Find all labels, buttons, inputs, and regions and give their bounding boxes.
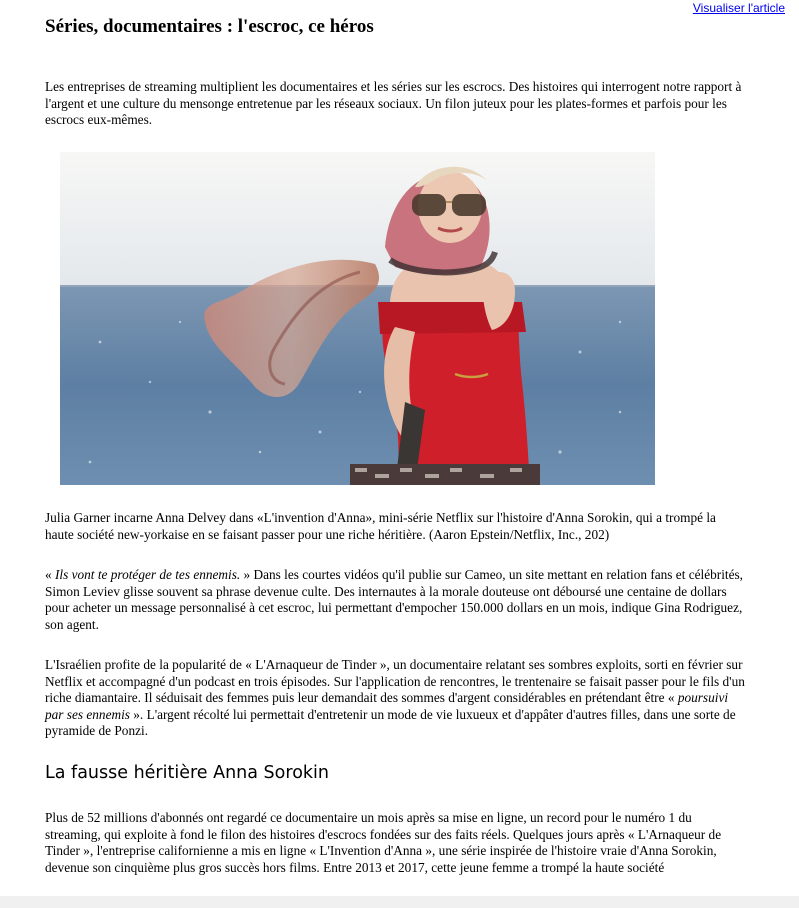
- paragraph-1: [45, 567, 745, 633]
- article-photo: [60, 152, 655, 485]
- photo-woman-red-dress-scarf-icon: [60, 152, 655, 485]
- paragraph-2-quote: poursuivi par ses ennemis: [45, 690, 729, 722]
- paragraph-2-before: L'Israélien profite de la popularité de « L'Arnaqueur de Tinder », un documentaire relatant ses sombres exploits, sorti en février sur Netflix et accompagné d'un podcast en trois épisodes. Sur l'application de rencontres, le trentenaire se faisait passer pour le fils d'un riche diamantaire. Il séduisait des femmes puis leur demandait des sommes d'argent considérables en prétendant être «: [45, 657, 745, 706]
- quote-text: Ils vont te protéger de tes ennemis.: [54, 567, 241, 582]
- paragraph-2-after: ». L'argent récolté lui permettait d'entretenir un mode de vie luxueux et d'appâter d'autres filles, dans une sorte de pyramide de Ponzi.: [45, 706, 736, 739]
- article-lead: Les entreprises de streaming multiplient les documentaires et les séries sur les escrocs. Des histoires qui interrogent notre rapport à l'argent et une culture du mensonge entretenue par les réseaux sociaux. Un filon juteux pour les plates-formes et parfois pour les escrocs eux-mêmes.: [45, 79, 742, 128]
- quote-open: «: [45, 567, 55, 582]
- image-caption: Julia Garner incarne Anna Delvey dans «L'invention d'Anna», mini-série Netflix sur l'histoire d'Anna Sorokin, qui a trompé la haute société new-yorkaise en se faisant passer pour une riche héritière. (Aaron Epstein/Netflix, Inc., 202): [45, 510, 716, 542]
- section-subheading: La fausse héritière Anna Sorokin: [45, 763, 329, 783]
- paragraph-2: [45, 657, 745, 740]
- paragraph-1-text: » Dans les courtes vidéos qu'il publie sur Cameo, un site mettant en relation fans et célébrités, Simon Leviev glisse souvent sa phrase devenue culte. Des internautes à la morale douteuse ont déboursé une centaine de dollars pour acheter un message personnalisé à cet escroc, lui permettant d'empocher 150.000 dollars en un mois, indique Gina Rodriguez, son agent.: [45, 567, 743, 632]
- article-title: Séries, documentaires : l'escroc, ce héros: [45, 16, 374, 37]
- view-article-link[interactable]: Visualiser l'article: [692, 1, 785, 15]
- bottom-scroll-edge: [0, 896, 799, 908]
- paragraph-3: Plus de 52 millions d'abonnés ont regardé ce documentaire un mois après sa mise en ligne, un record pour le numéro 1 du streaming, qui exploite à fond le filon des histoires d'escrocs fondées sur des faits réels. Quelques jours après « L'Arnaqueur de Tinder », l'entreprise californienne a mis en ligne « L'Invention d'Anna », une série inspirée de l'histoire vraie d'Anna Sorokin, devenue son cinquième plus gros succès hors films. Entre 2013 et 2017, cette jeune femme a trompé la haute société: [45, 810, 722, 875]
